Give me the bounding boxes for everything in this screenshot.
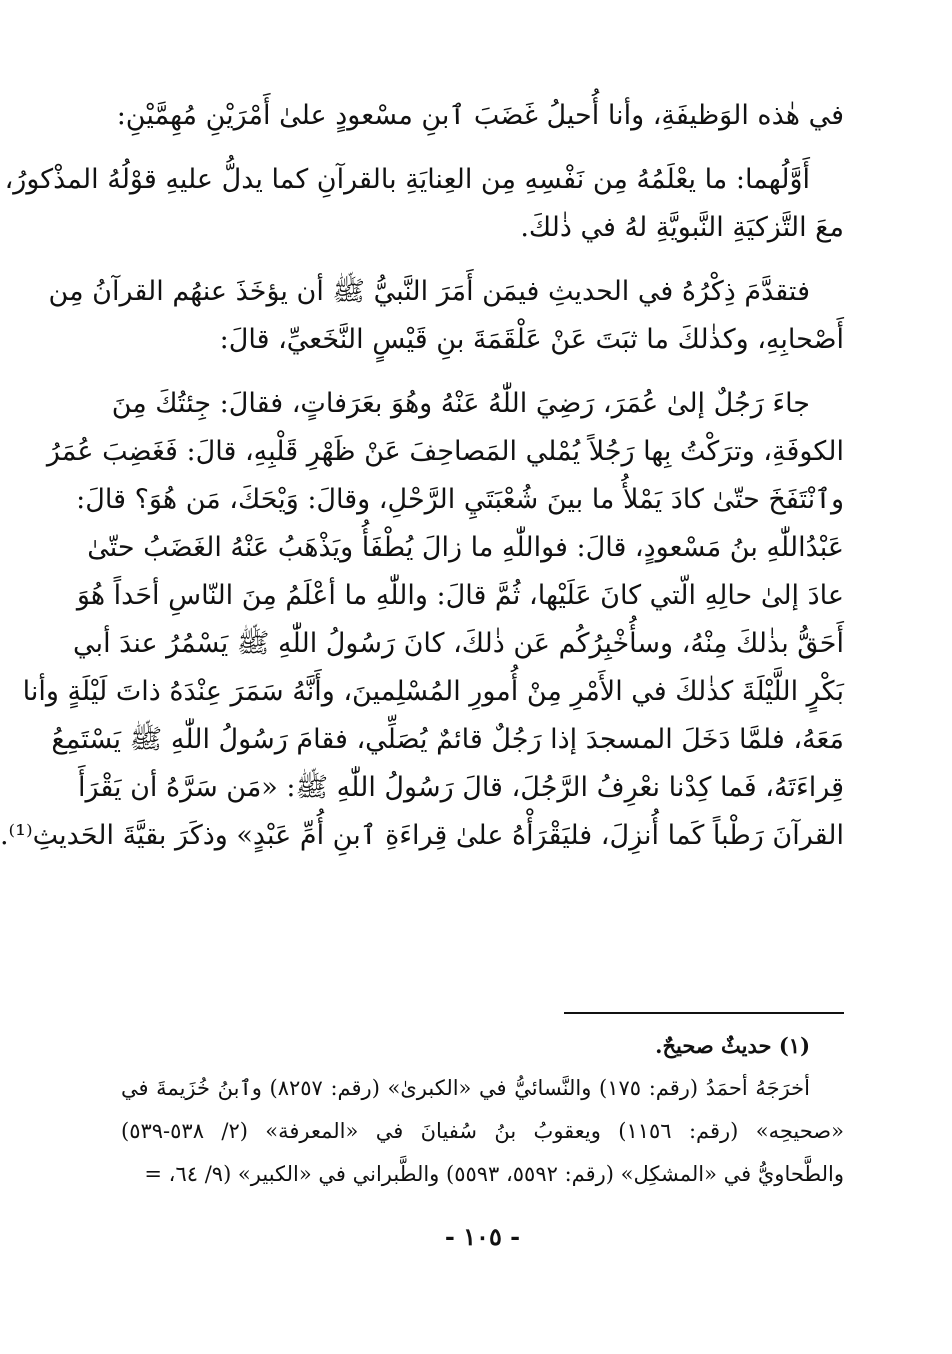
footnote-line: والطَّحاويُّ في «المشكِل» (رقم: ٥٥٩٢، ٥٥٩٣) والطَّبراني في «الكبير» (٩/ ٦٤، = — [144, 1162, 844, 1186]
intro-paragraph — [116, 92, 844, 140]
text-line: أَصْحابِهِ، وكذٰلكَ ما ثبَتَ عَنْ عَلْقَمَةَ بنِ قَيْسٍ النَّخَعيِّ، قالَ: — [219, 324, 844, 355]
text-line: في هٰذه الوَظيفَةِ، وأنا أُحيلُ غَضَبَ ٱبنِ مسْعودٍ علىٰ أَمْرَيْنِ مُهِمَّيْنِ: — [116, 100, 844, 131]
text-line: الكوفَةِ، وترَكْتُ بِها رَجُلاً يُمْلي المَصاحِفَ عَنْ ظَهْرِ قَلْبِهِ، قالَ: فَغَضِبَ عُمَرُ — [46, 436, 844, 467]
text-line: قِراءَتَهُ، فَما كِدْنا نعْرِفُ الرَّجُلَ، قالَ رَسُولُ اللّٰهِ ﷺ: «مَن سَرَّهُ أن يَقْرَأَ — [77, 772, 844, 803]
footnote-line: أخرَجَهُ أحمَدُ (رقم: ١٧٥) والنَّسائيُّ في «الكبرىٰ» (رقم: ٨٢٥٧) وٱبنُ خُزَيمةَ في — [121, 1076, 810, 1100]
footnote-line: «صحيحِه» (رقم: ١١٥٦) ويعقوبُ بنُ سُفيانَ في «المعرفة» (٢/ ٥٣٨-٥٣٩) — [121, 1119, 844, 1143]
narration-paragraph — [0, 380, 844, 860]
text-line: أَوَّلُهما: ما يعْلَمُهُ مِن نَفْسِهِ مِن العِنايَةِ بالقرآنِ كما يدلُّ عليهِ قوْلُهُ المذْكورُ، — [4, 164, 810, 195]
page-content — [0, 92, 844, 1354]
hadith-reference-paragraph — [48, 268, 844, 364]
text-line: أَحَقُّ بذٰلكَ مِنْهُ، وسأُخْبِرُكُم عَن ذٰلكَ، كانَ رَسُولُ اللّٰهِ ﷺ يَسْمُرُ عندَ أبي — [73, 628, 844, 659]
footnotes — [121, 1024, 844, 1196]
page-number: - ١٠٥ - — [444, 1222, 521, 1251]
text-line: مَعَهُ، فلمَّا دَخَلَ المسجدَ إذا رَجُلٌ قائمٌ يُصَلِّي، فقامَ رَسُولُ اللّٰهِ ﷺ يَسْتَمِعُ — [51, 724, 844, 755]
text-line: معَ التَّزكيَةِ النَّبويَّةِ لهُ في ذٰلكَ. — [520, 212, 844, 243]
text-line: عادَ إلىٰ حالِهِ الّتي كانَ عَلَيْها، ثُمَّ قالَ: واللّٰهِ ما أعْلَمُ مِنَ النّاسِ أحَداً هُوَ — [76, 580, 844, 611]
text-line: فتقدَّمَ ذِكْرُهُ في الحديثِ فيمَن أَمَرَ النَّبيُّ ﷺ أن يؤخَذَ عنهُم القرآنُ مِن — [48, 276, 810, 307]
footnote-title: (١) حديثٌ صحيحٌ. — [655, 1033, 810, 1058]
text-line: عَبْدُاللّٰهِ بنُ مَسْعودٍ، قالَ: فواللّٰهِ ما زالَ يُطْفَأُ ويَذْهَبُ عَنْهُ الغَضَبُ حتّىٰ — [87, 532, 844, 563]
text-line: القرآنَ رَطْباً كَما أُنزِلَ، فليَقْرَأْهُ علىٰ قِراءَةِ ٱبنِ أُمِّ عَبْدٍ» وذكَرَ بقيَّةَ الحَديثِ⁽¹⁾. — [0, 820, 844, 851]
footnote-divider — [564, 1012, 844, 1014]
text-line: جاءَ رَجُلٌ إلىٰ عُمَرَ، رَضِيَ اللّٰهُ عَنْهُ وهُوَ بعَرَفاتٍ، فقالَ: جِئتُكَ مِنَ — [111, 388, 810, 419]
first-point-paragraph — [4, 156, 844, 252]
text-line: بَكْرٍ اللَّيْلَةَ كذٰلكَ في الأَمْرِ مِنْ أُمورِ المُسْلِمينَ، وأَنَّهُ سَمَرَ عِنْدَهُ ذاتَ لَيْلَةٍ وأنا — [22, 676, 844, 707]
text-line: وٱنْتَفَخَ حتّىٰ كادَ يَمْلأُ ما بينَ شُعْبَتَيِ الرَّحْلِ، وقالَ: وَيْحَكَ، مَن هُوَ؟ قالَ: — [76, 484, 844, 515]
